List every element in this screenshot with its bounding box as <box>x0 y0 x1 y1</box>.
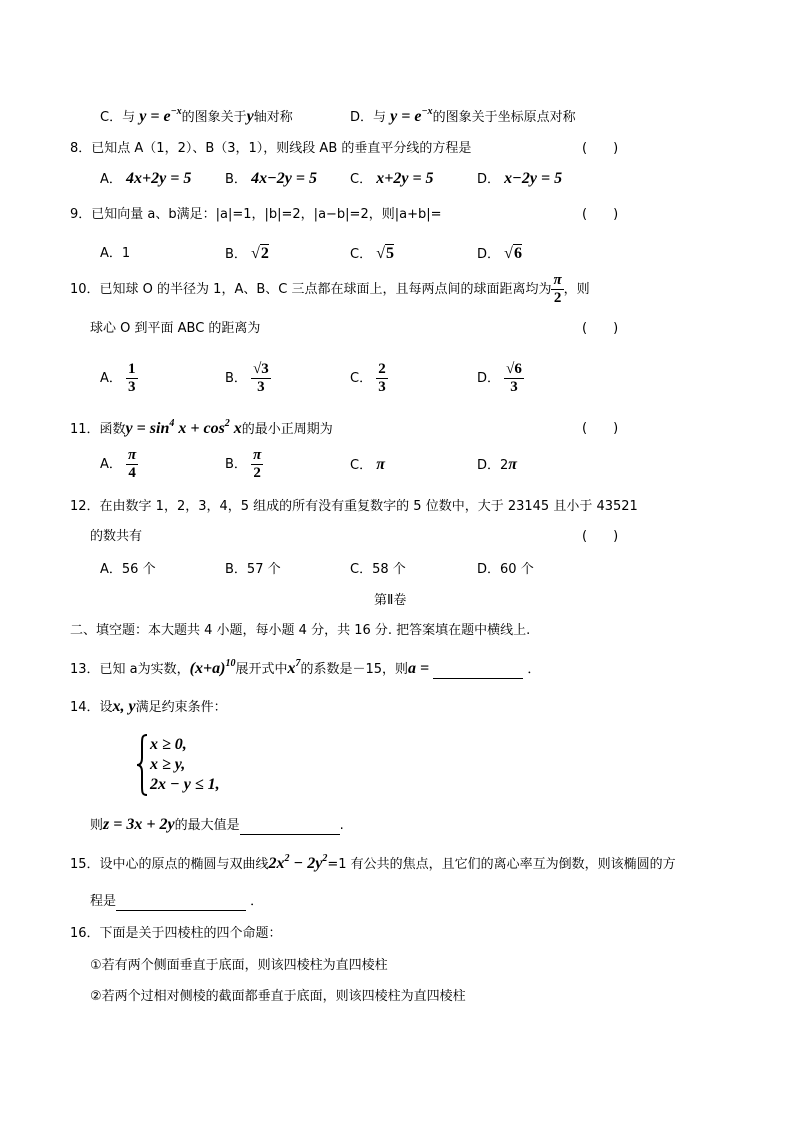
answer-paren: ( ) <box>582 321 619 336</box>
answer-paren: ( ) <box>582 421 619 436</box>
q16-item: ②若两个过相对侧棱的截面都垂直于底面，则该四棱柱为直四棱柱 <box>90 989 466 1004</box>
q11-stem: 11．函数$y = \sin^4 x + \cos^2 x$的最小正周期为 <box>70 418 333 437</box>
section-heading: 二、填空题：本大题共 4 小题，每小题 4 分，共 16 分. 把答案填在题中横线上. <box>70 623 531 638</box>
answer-blank[interactable] <box>240 820 340 835</box>
q10-stem-line1: 10．已知球 O 的半径为 1，A、B、C 三点都在球面上，且每两点间的球面距离均为 $\frac{\pi}{2}$ ，则 <box>70 272 590 306</box>
constraint: x ≥ 0, <box>150 736 187 753</box>
option-label: D． <box>350 110 374 125</box>
brace <box>136 734 148 796</box>
q15-stem-line2: 程是 ． <box>90 894 264 909</box>
text: 的图象关于 <box>181 110 247 125</box>
q11-option-b: B． $\frac{\pi}{2}$ <box>225 447 262 481</box>
q9-option-a: A．1 <box>100 246 131 261</box>
q11-option-d: D．2π <box>477 456 518 473</box>
constraint: 2x − y ≤ 1, <box>150 776 220 793</box>
q8-option-c: C． x+2y = 5 <box>350 170 434 187</box>
q10-stem-line2: 球心 O 到平面 ABC 的距离为 <box>90 321 261 336</box>
option-label: C． <box>100 110 123 125</box>
constraint: x ≥ y, <box>150 756 186 773</box>
q7-option-c <box>100 108 293 127</box>
math: $y = e^{-x}$ <box>390 106 433 125</box>
text: 与 <box>373 110 387 125</box>
q15-stem-line1: 15．设中心的原点的椭圆与双曲线$2x^2 - 2y^2=1$ 有公共的焦点，且它们的离心率互为倒数，则该椭圆的方 <box>70 853 676 872</box>
q14-ask: 则z = 3x + 2y的最大值是 . <box>90 816 344 833</box>
answer-blank[interactable] <box>433 664 523 679</box>
q12-option-a: A．56 个 <box>100 562 156 577</box>
q9-option-c: C． √5 <box>350 245 394 262</box>
answer-paren: ( ) <box>582 529 619 544</box>
q8-option-a: A． 4x+2y = 5 <box>100 170 192 187</box>
q12-stem-line2: 的数共有 <box>90 529 143 544</box>
text: 轴对称 <box>253 110 293 125</box>
q12-option-b: B．57 个 <box>225 562 281 577</box>
q16-stem: 16．下面是关于四棱柱的四个命题： <box>70 926 282 941</box>
part-title: 第Ⅱ卷 <box>374 593 407 608</box>
q9-option-b: B． √2 <box>225 245 269 262</box>
q7-option-d <box>350 108 576 127</box>
q10-option-b: B． $\frac{√3}{3}$ <box>225 361 269 395</box>
q10-option-c: C． $\frac{2}{3}$ <box>350 361 386 395</box>
q12-stem-line1: 12．在由数字 1，2，3，4，5 组成的所有没有重复数字的 5 位数中，大于 23145 且小于 43521 <box>70 499 638 514</box>
text: 与 <box>122 110 136 125</box>
q12-option-c: C．58 个 <box>350 562 406 577</box>
q8-stem: 8．已知点 A（1，2）、B（3，1），则线段 AB 的垂直平分线的方程是 <box>70 141 472 156</box>
math: y <box>246 108 254 125</box>
q10-option-d: D． $\frac{√6}{3}$ <box>477 361 522 395</box>
q8-option-b: B． 4x−2y = 5 <box>225 170 317 187</box>
answer-paren: ( ) <box>582 141 619 156</box>
answer-paren: ( ) <box>582 207 619 222</box>
q9-option-d: D． √6 <box>477 245 522 262</box>
q13-stem: 13．已知 a为实数，$(x+a)^{10}$展开式中$x^7$的系数是－15，则a = ． <box>70 658 541 677</box>
q12-option-d: D．60 个 <box>477 562 534 577</box>
q10-option-a: A． $\frac{1}{3}$ <box>100 361 136 395</box>
q11-option-c: C． π <box>350 456 385 473</box>
math: $y = e^{-x}$ <box>139 106 182 125</box>
q11-option-a: A． $\frac{\pi}{4}$ <box>100 447 137 481</box>
q16-item: ①若有两个侧面垂直于底面，则该四棱柱为直四棱柱 <box>90 958 388 973</box>
q9-stem: 9．已知向量 a、b满足：|a|=1，|b|=2，|a−b|=2，则|a+b|= <box>70 207 442 222</box>
fraction: $\frac{\pi}{2}$ <box>553 272 562 306</box>
q14-stem: 14．设x, y满足约束条件： <box>70 698 227 715</box>
q8-option-d: D． x−2y = 5 <box>477 170 563 187</box>
answer-blank[interactable] <box>116 896 246 911</box>
text: 的图象关于坐标原点对称 <box>432 110 576 125</box>
